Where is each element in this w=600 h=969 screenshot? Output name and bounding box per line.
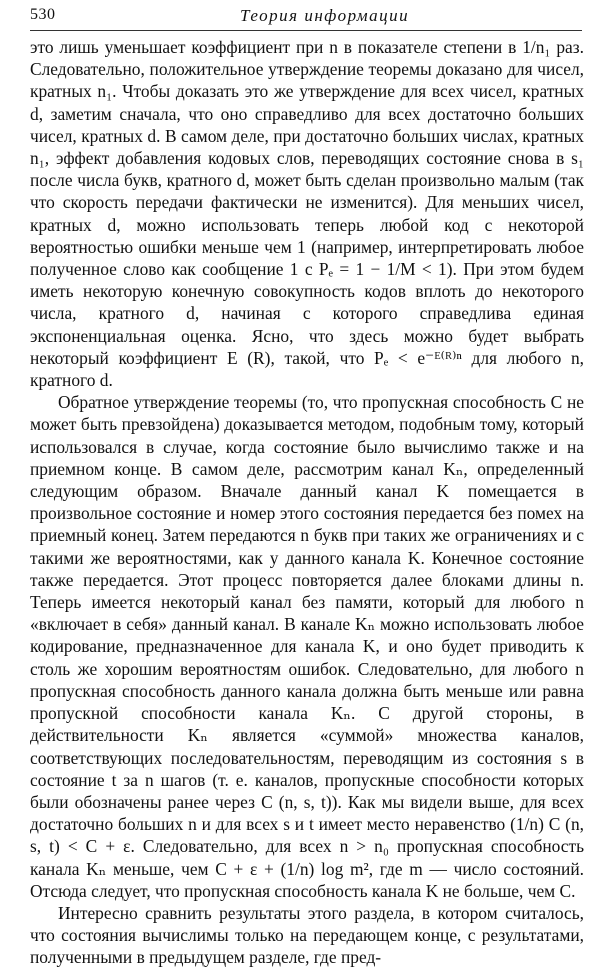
paragraph-comparison: Интересно сравнить результаты этого раздела, в котором считалось, что состояния вычислимы только на передающем конце, с результатами, полученными в предыдущем разделе, где пред- (30, 902, 584, 968)
running-head (30, 4, 582, 31)
running-title: Теория информации (240, 6, 410, 25)
page-number: 530 (30, 6, 56, 23)
body-text (30, 36, 584, 969)
paragraph-continuation: это лишь уменьшает коэффициент при n в показателе степени в 1/n₁ раз. Следовательно, положительное утверждение теоремы доказано для чисел, кратных n₁. Чтобы доказать это же утверждение для всех чисел, кратных d, заметим сначала, что оно справедливо для всех достаточно больших чисел, кратных d. В самом деле, при достаточно больших числах, кратных n₁, эффект добавления кодовых слов, переводящих состояние снова в s₁ после числа букв, кратного d, может быть сделан произвольно малым (так что скорость передачи фактически не изменится). Для меньших чисел, кратных d, можно использовать теперь любой код с некоторой вероятностью ошибки меньше чем 1 (например, интерпретировать любое полученное слово как сообщение 1 с Pₑ = 1 − 1/M < 1). При этом будем иметь некоторую конечную совокупность кодов вплоть до некоторого числа, кратного d, начиная с которого справедлива единая экспоненциальная оценка. Ясно, что здесь можно будет выбрать некоторый коэффициент E (R), такой, что Pₑ < e⁻ᴱ⁽ᴿ⁾ⁿ для любого n, кратного d. (30, 37, 584, 391)
paragraph-converse-proof: Обратное утверждение теоремы (то, что пропускная способность C не может быть превзойдена) доказывается методом, подобным тому, который использовался в случае, когда состояние было вычислимо также и на приемном конце. В самом деле, рассмотрим канал Kₙ, определенный следующим образом. Вначале данный канал K помещается в произвольное состояние и номер этого состояния передается без помех на приемный конец. Затем передаются n букв при таких же ограничениях и с такими же вероятностями, как у данного канала K. Конечное состояние также передается. Этот процесс повторяется далее блоками длины n. Теперь имеется некоторый канал без памяти, который для любого n «включает в себя» данный канал. В канале Kₙ можно использовать любое кодирование, предназначенное для канала K, и оно будет приводить к столь же хорошим вероятностям ошибок. Следовательно, для любого n пропускная способность данного канала должна быть меньше или равна пропускной способности канала Kₙ. С другой стороны, в действительности Kₙ является «суммой» множества каналов, соответствующих последовательностям, переводящим из состояния s в состояние t за n шагов (т. е. каналов, пропускные способности которых были обозначены ранее через C (n, s, t)). Как мы видели выше, для всех достаточно больших n и для всех s и t имеет место неравенство (1/n) C (n, s, t) < C + ε. Следовательно, для всех n > n₀ пропускная способность канала Kₙ меньше, чем C + ε + (1/n) log m², где m — число состояний. Отсюда следует, что пропускная способность канала K не больше, чем C. (30, 392, 584, 901)
